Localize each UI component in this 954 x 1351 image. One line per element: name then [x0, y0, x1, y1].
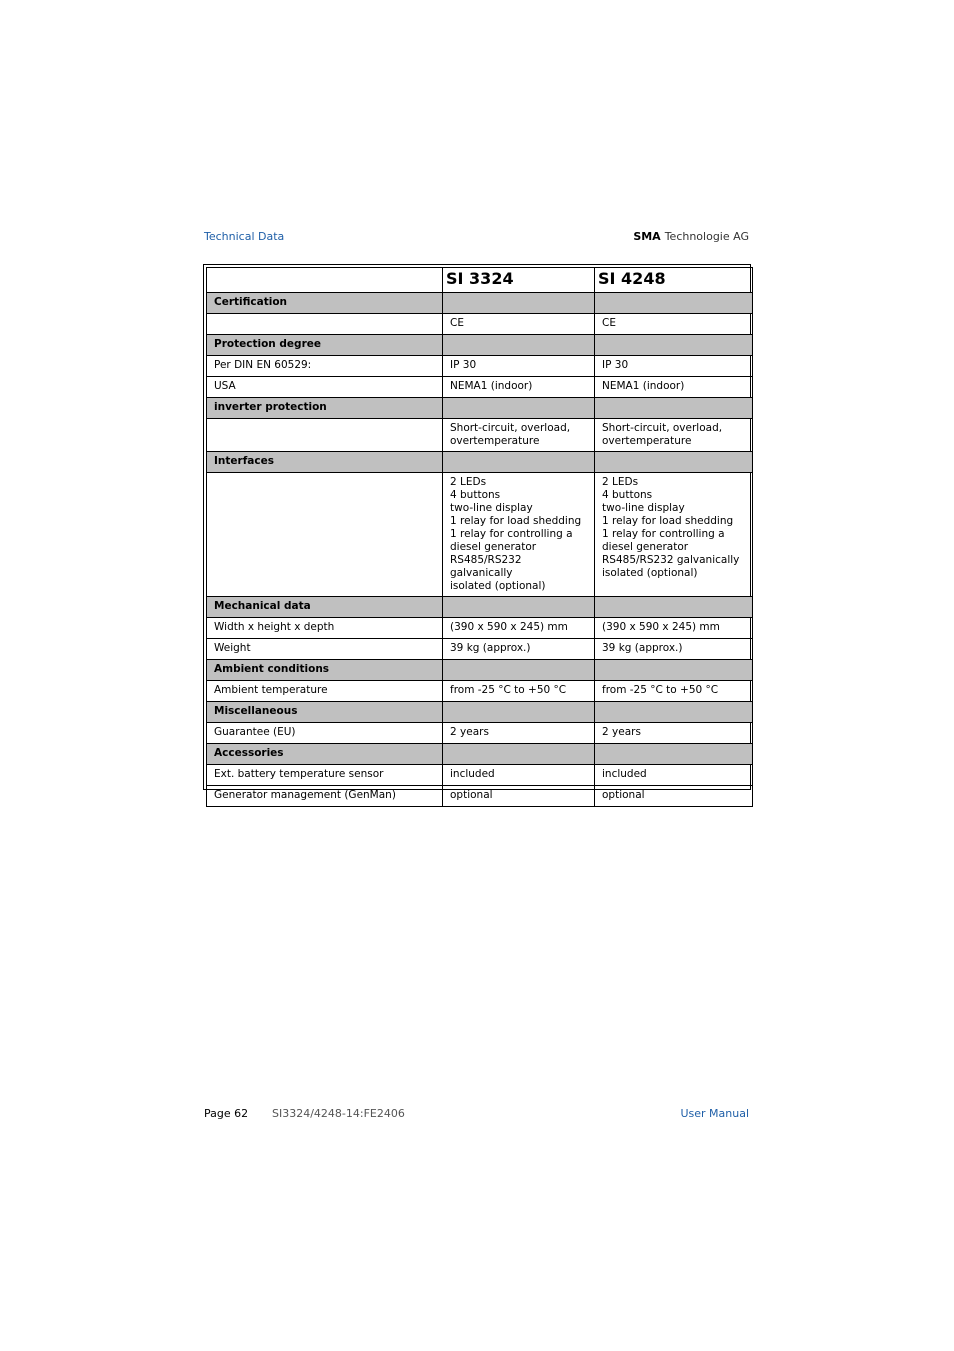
section-row: [207, 702, 753, 723]
technical-data-table: [206, 267, 753, 807]
section-empty-cell: [595, 293, 753, 314]
value-si3324: optional: [443, 786, 595, 807]
row-label: [207, 419, 443, 452]
value-si3324: included: [443, 765, 595, 786]
section-empty-cell: [443, 702, 595, 723]
section-empty-cell: [595, 597, 753, 618]
value-si3324: 39 kg (approx.): [443, 639, 595, 660]
section-empty-cell: [595, 398, 753, 419]
row-label: Ext. battery temperature sensor: [207, 765, 443, 786]
row-label: Per DIN EN 60529:: [207, 356, 443, 377]
section-label: Protection degree: [207, 335, 443, 356]
header-cell-si3324: SI 3324: [443, 268, 595, 293]
value-si3324: Short-circuit, overload, overtemperature: [443, 419, 595, 452]
section-label: Accessories: [207, 744, 443, 765]
value-si3324: CE: [443, 314, 595, 335]
value-si4248: optional: [595, 786, 753, 807]
value-si3324: (390 x 590 x 245) mm: [443, 618, 595, 639]
value-si3324: 2 LEDs 4 buttons two-line display 1 relay for load shedding 1 relay for controlling a diesel generator RS485/RS232 galvanically isolated (optional): [443, 473, 595, 597]
value-si4248: 39 kg (approx.): [595, 639, 753, 660]
row-label: [207, 314, 443, 335]
section-empty-cell: [443, 335, 595, 356]
table-row: [207, 639, 753, 660]
table-row: [207, 356, 753, 377]
section-label: Certification: [207, 293, 443, 314]
header-cell-blank: [207, 268, 443, 293]
section-empty-cell: [443, 293, 595, 314]
section-empty-cell: [595, 452, 753, 473]
table-row: [207, 419, 753, 452]
row-label: Ambient temperature: [207, 681, 443, 702]
section-label: Mechanical data: [207, 597, 443, 618]
technical-data-table-frame: [203, 264, 751, 801]
value-si3324: 2 years: [443, 723, 595, 744]
table-row: [207, 681, 753, 702]
value-si3324: from -25 °C to +50 °C: [443, 681, 595, 702]
row-label: Width x height x depth: [207, 618, 443, 639]
table-row: [207, 377, 753, 398]
row-label: Weight: [207, 639, 443, 660]
table-row: [207, 314, 753, 335]
value-si4248: (390 x 590 x 245) mm: [595, 618, 753, 639]
row-label: Generator management (GenMan): [207, 786, 443, 807]
page-number: Page 62: [204, 1107, 249, 1120]
value-si4248: included: [595, 765, 753, 786]
table-row: [207, 723, 753, 744]
value-si4248: Short-circuit, overload, overtemperature: [595, 419, 753, 452]
row-label: [207, 473, 443, 597]
document-id: SI3324/4248-14:FE2406: [272, 1107, 405, 1120]
section-empty-cell: [595, 660, 753, 681]
header-company: [633, 230, 749, 243]
section-row: [207, 597, 753, 618]
value-si4248: CE: [595, 314, 753, 335]
header-cell-si4248: SI 4248: [595, 268, 753, 293]
row-label: USA: [207, 377, 443, 398]
section-empty-cell: [443, 398, 595, 419]
section-row: [207, 452, 753, 473]
section-label: Miscellaneous: [207, 702, 443, 723]
table-header-row: [207, 268, 753, 293]
value-si4248: 2 LEDs 4 buttons two-line display 1 relay for load shedding 1 relay for controlling a diesel generator RS485/RS232 galvanically isolated (optional): [595, 473, 753, 597]
section-label: Ambient conditions: [207, 660, 443, 681]
row-label: Guarantee (EU): [207, 723, 443, 744]
company-name: Technologie AG: [664, 230, 749, 243]
section-row: [207, 293, 753, 314]
section-label: inverter protection: [207, 398, 443, 419]
section-row: [207, 398, 753, 419]
manual-title: User Manual: [680, 1107, 749, 1120]
section-empty-cell: [595, 335, 753, 356]
brand-name: SMA: [633, 230, 661, 243]
section-label: Interfaces: [207, 452, 443, 473]
header-section-title: Technical Data: [204, 230, 285, 243]
value-si4248: IP 30: [595, 356, 753, 377]
value-si4248: from -25 °C to +50 °C: [595, 681, 753, 702]
section-row: [207, 744, 753, 765]
value-si3324: NEMA1 (indoor): [443, 377, 595, 398]
value-si4248: NEMA1 (indoor): [595, 377, 753, 398]
table-row: [207, 786, 753, 807]
section-empty-cell: [443, 597, 595, 618]
table-row: [207, 765, 753, 786]
value-si3324: IP 30: [443, 356, 595, 377]
value-si4248: 2 years: [595, 723, 753, 744]
section-empty-cell: [443, 452, 595, 473]
table-row: [207, 618, 753, 639]
section-row: [207, 335, 753, 356]
section-empty-cell: [595, 744, 753, 765]
section-empty-cell: [443, 660, 595, 681]
section-empty-cell: [443, 744, 595, 765]
table-row: [207, 473, 753, 597]
section-row: [207, 660, 753, 681]
section-empty-cell: [595, 702, 753, 723]
